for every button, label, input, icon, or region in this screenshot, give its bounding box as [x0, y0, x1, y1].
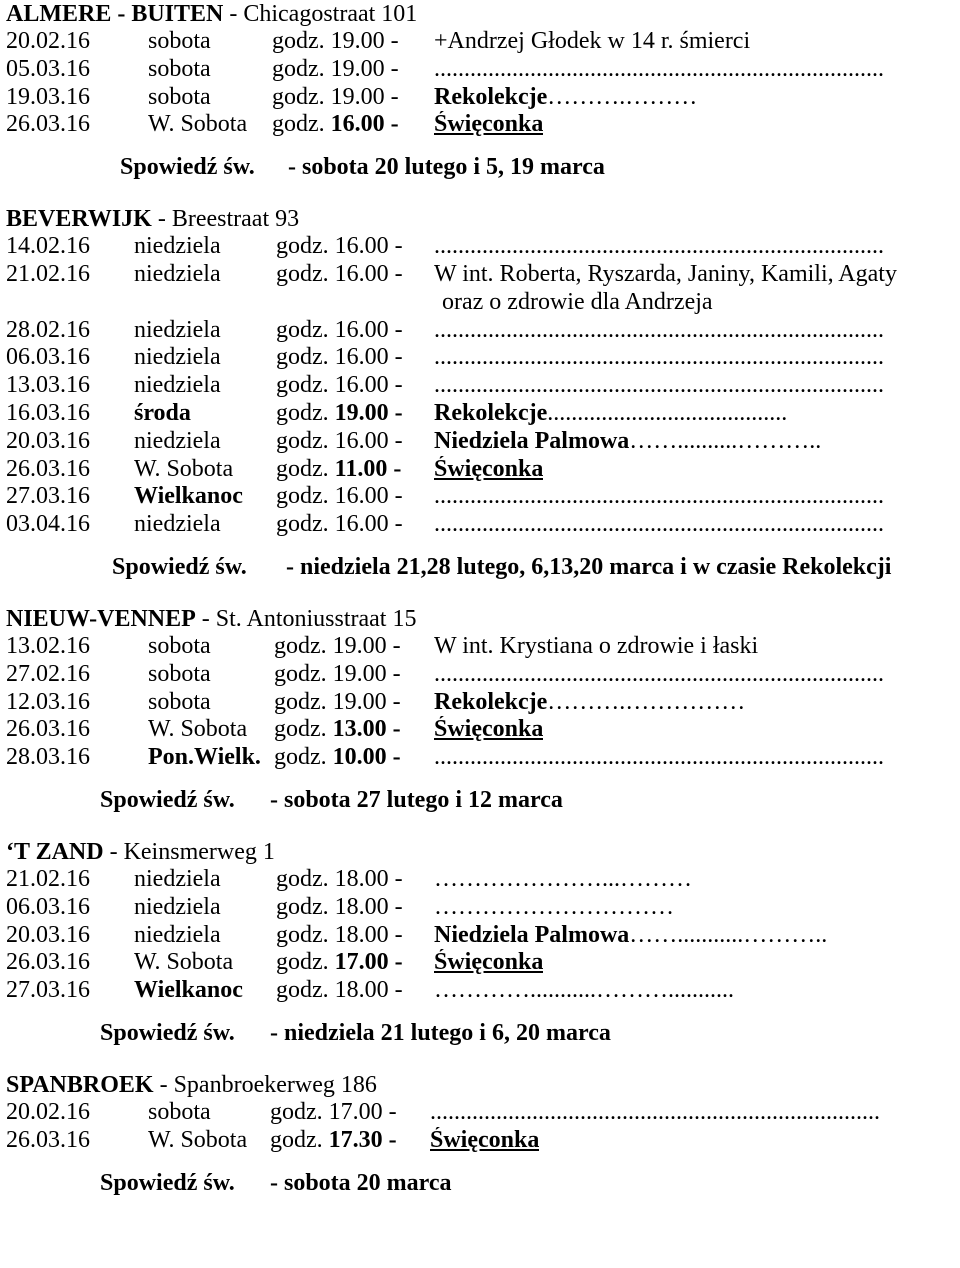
intention-title: Niedziela Palmowa: [434, 427, 630, 454]
row-day: W. Sobota: [148, 716, 248, 743]
row-day: niedziela: [134, 372, 221, 399]
place-name: ALMERE - BUITEN: [6, 1, 224, 27]
row-day: niedziela: [134, 921, 221, 948]
row-time: [276, 894, 403, 922]
time-prefix: godz.: [276, 483, 335, 510]
spacer: [6, 772, 956, 786]
row-time: [274, 633, 401, 661]
intention-title: Święconka: [434, 455, 544, 482]
confession-line: [6, 153, 956, 181]
schedule-row: [6, 511, 956, 539]
parish-section: [6, 1071, 956, 1197]
row-date: 20.02.16: [6, 1098, 90, 1125]
row-time: [270, 1127, 397, 1155]
time-prefix: godz.: [276, 511, 335, 538]
time-value: 19.00 -: [330, 55, 399, 82]
time-value: 11.00 -: [334, 455, 402, 482]
parish-section: [6, 838, 956, 1071]
intention-text: W int. Krystiana o zdrowie i łaski: [434, 632, 759, 659]
intention-text: W int. Roberta, Ryszarda, Janiny, Kamili, Agaty: [434, 260, 897, 287]
time-value: 16.00 -: [334, 427, 403, 454]
section-header: [6, 0, 956, 28]
row-day: sobota: [148, 688, 211, 715]
confession-label: Spowiedź św.: [120, 154, 255, 181]
row-date: 28.02.16: [6, 316, 90, 343]
intention-title: Rekolekcje: [434, 83, 548, 110]
schedule-row: [6, 233, 956, 261]
row-day: W. Sobota: [148, 1126, 248, 1153]
row-date: 27.03.16: [6, 977, 90, 1004]
row-date: 26.03.16: [6, 455, 90, 482]
spacer: [6, 1005, 956, 1019]
time-value: 19.00 -: [332, 632, 401, 659]
row-intention: [434, 372, 884, 400]
schedule-row: [6, 744, 956, 772]
row-date: 13.02.16: [6, 632, 90, 659]
row-date: 27.03.16: [6, 483, 90, 510]
place-name: SPANBROEK: [6, 1071, 154, 1098]
confession-label: Spowiedź św.: [100, 1019, 235, 1046]
confession-label: Spowiedź św.: [112, 553, 247, 580]
row-intention: [434, 922, 827, 950]
spacer: [6, 539, 956, 553]
time-prefix: godz.: [270, 1126, 329, 1153]
row-intention: [434, 400, 787, 428]
row-time: [274, 716, 401, 744]
row-date: 20.03.16: [6, 921, 90, 948]
time-value: 16.00 -: [330, 111, 399, 138]
row-day: niedziela: [134, 865, 221, 892]
time-value: 19.00 -: [330, 83, 399, 110]
time-prefix: godz.: [276, 921, 335, 948]
time-prefix: godz.: [276, 949, 335, 976]
intention-dots: ……….………: [547, 83, 698, 110]
time-value: 16.00 -: [334, 233, 403, 260]
place-address: - Spanbroekerweg 186: [153, 1071, 377, 1098]
row-day: niedziela: [134, 893, 221, 920]
schedule-row: [6, 1127, 956, 1155]
intention-dots: ........................................: [547, 399, 788, 426]
intention-text: ...........................................................................: [434, 744, 884, 771]
row-date: 06.03.16: [6, 893, 90, 920]
confession-label: Spowiedź św.: [100, 1169, 235, 1196]
time-value: 19.00 -: [332, 688, 401, 715]
row-date: 28.03.16: [6, 744, 90, 771]
schedule-row: [6, 56, 956, 84]
row-date: 05.03.16: [6, 55, 90, 82]
place-name: NIEUW-VENNEP: [6, 605, 196, 632]
spacer: [6, 581, 956, 605]
row-day: W. Sobota: [134, 455, 234, 482]
schedule-document: [6, 0, 956, 1197]
schedule-row: [6, 317, 956, 345]
time-prefix: godz.: [276, 427, 335, 454]
row-time: [276, 317, 403, 345]
intention-dots: ……..........………..: [629, 427, 822, 454]
time-prefix: godz.: [274, 660, 333, 687]
time-value: 16.00 -: [334, 372, 403, 399]
time-prefix: godz.: [276, 316, 335, 343]
confession-line: [6, 1169, 956, 1197]
section-header: [6, 605, 956, 633]
time-value: 16.00 -: [334, 511, 403, 538]
schedule-row: [6, 866, 956, 894]
schedule-row: [6, 456, 956, 484]
schedule-row: [6, 949, 956, 977]
intention-text: ...........................................................................: [434, 660, 884, 687]
schedule-row: [6, 28, 956, 56]
place-address: - Breestraat 93: [151, 206, 300, 233]
schedule-row: [6, 1099, 956, 1127]
time-prefix: godz.: [274, 688, 333, 715]
row-time: [276, 511, 403, 539]
time-prefix: godz.: [272, 28, 331, 54]
intention-text: ...........................................................................: [430, 1098, 880, 1125]
schedule-row: [6, 922, 956, 950]
time-value: 19.00 -: [330, 28, 399, 54]
intention-text: …………...........………...........: [434, 977, 734, 1004]
row-time: [276, 483, 403, 511]
time-prefix: godz.: [272, 83, 331, 110]
row-day: Wielkanoc: [134, 977, 243, 1004]
time-value: 13.00 -: [332, 716, 401, 743]
schedule-row: [6, 261, 956, 289]
time-value: 17.00 -: [328, 1098, 397, 1125]
time-prefix: godz.: [276, 260, 335, 287]
row-day: Pon.Wielk.: [148, 744, 261, 771]
row-intention: [434, 56, 884, 84]
schedule-row: [6, 344, 956, 372]
row-day: sobota: [148, 83, 211, 110]
intention-dots: ……….……………: [547, 688, 746, 715]
row-time: [276, 344, 403, 372]
row-day: niedziela: [134, 260, 221, 287]
intention-title: Rekolekcje: [434, 688, 548, 715]
row-date: 19.03.16: [6, 83, 90, 110]
intention-text: …………………………: [434, 893, 674, 920]
row-day: środa: [134, 399, 191, 426]
time-value: 18.00 -: [334, 893, 403, 920]
intention-title: Święconka: [430, 1126, 540, 1153]
intention-text: ...........................................................................: [434, 55, 884, 82]
intention-title: Niedziela Palmowa: [434, 921, 630, 948]
row-intention: [434, 689, 745, 717]
row-day: W. Sobota: [134, 949, 234, 976]
row-intention: [434, 977, 734, 1005]
row-intention: [434, 661, 884, 689]
time-prefix: godz.: [276, 893, 335, 920]
parish-section: [6, 205, 956, 605]
time-prefix: godz.: [276, 372, 335, 399]
row-day: niedziela: [134, 427, 221, 454]
place-name: ‘T ZAND: [6, 838, 104, 865]
time-value: 17.30 -: [328, 1126, 397, 1153]
intention-title: Święconka: [434, 111, 544, 138]
schedule-row: [6, 84, 956, 112]
intention-title: Święconka: [434, 716, 544, 743]
time-value: 16.00 -: [334, 483, 403, 510]
spacer: [6, 1155, 956, 1169]
confession-dates: - niedziela 21 lutego i 6, 20 marca: [270, 1019, 611, 1046]
intention-text: ...........................................................................: [434, 344, 884, 371]
schedule-row: [6, 483, 956, 511]
row-time: [272, 111, 399, 139]
time-value: 16.00 -: [334, 260, 403, 287]
time-value: 19.00 -: [332, 660, 401, 687]
time-prefix: godz.: [276, 865, 335, 892]
row-time: [274, 744, 401, 772]
row-date: 16.03.16: [6, 399, 90, 426]
row-time: [276, 400, 403, 428]
schedule-row: [6, 661, 956, 689]
time-prefix: godz.: [274, 632, 333, 659]
spacer: [6, 814, 956, 838]
time-value: 16.00 -: [334, 344, 403, 371]
row-time: [274, 689, 401, 717]
schedule-row: [6, 400, 956, 428]
row-intention: [434, 744, 884, 772]
parish-section: [6, 0, 956, 205]
row-time: [276, 922, 403, 950]
time-prefix: godz.: [272, 55, 331, 82]
row-time: [272, 56, 399, 84]
row-intention: [434, 111, 543, 139]
row-intention: [434, 456, 543, 484]
schedule-row: [6, 372, 956, 400]
row-time: [272, 28, 399, 56]
time-prefix: godz.: [276, 455, 335, 482]
row-day: sobota: [148, 660, 211, 687]
time-prefix: godz.: [272, 111, 331, 138]
row-day: sobota: [148, 55, 211, 82]
section-header: [6, 1071, 956, 1099]
row-day: niedziela: [134, 511, 221, 538]
row-date: 27.02.16: [6, 660, 90, 687]
time-value: 18.00 -: [334, 921, 403, 948]
row-day: sobota: [148, 632, 211, 659]
row-time: [272, 84, 399, 112]
row-time: [276, 428, 403, 456]
row-intention: [434, 894, 674, 922]
time-prefix: godz.: [274, 716, 333, 743]
place-address: - Keinsmerweg 1: [103, 838, 275, 865]
row-intention: [434, 483, 884, 511]
schedule-row: [6, 428, 956, 456]
row-day: sobota: [148, 1098, 211, 1125]
row-intention: [434, 716, 543, 744]
time-value: 10.00 -: [332, 744, 401, 771]
row-day: niedziela: [134, 316, 221, 343]
section-header: [6, 838, 956, 866]
row-time: [276, 456, 401, 484]
row-intention: [434, 511, 884, 539]
time-prefix: godz.: [276, 233, 335, 260]
confession-line: [6, 553, 956, 581]
row-intention: [434, 233, 884, 261]
place-name: BEVERWIJK: [6, 206, 152, 233]
confession-dates: - sobota 27 lutego i 12 marca: [270, 786, 563, 813]
confession-dates: - niedziela 21,28 lutego, 6,13,20 marca i w czasie Rekolekcji: [286, 553, 892, 580]
row-intention: [434, 84, 697, 112]
spacer: [6, 139, 956, 153]
intention-text: ...........................................................................: [434, 511, 884, 538]
confession-label: Spowiedź św.: [100, 786, 235, 813]
spacer: [6, 1047, 956, 1071]
parish-section: [6, 605, 956, 838]
row-date: 26.03.16: [6, 1126, 90, 1153]
row-intention: [434, 428, 821, 456]
intention-text: ...........................................................................: [434, 233, 884, 260]
continuation-text: oraz o zdrowie dla Andrzeja: [442, 288, 713, 315]
time-prefix: godz.: [276, 977, 335, 1004]
confession-line: [6, 786, 956, 814]
intention-text: ...........................................................................: [434, 483, 884, 510]
row-intention: [434, 317, 884, 345]
row-day: W. Sobota: [148, 111, 248, 138]
row-date: 12.03.16: [6, 688, 90, 715]
place-address: - St. Antoniusstraat 15: [195, 605, 417, 632]
row-date: 20.03.16: [6, 427, 90, 454]
place-address: - Chicagostraat 101: [223, 1, 418, 27]
time-value: 19.00 -: [334, 399, 403, 426]
schedule-row: [6, 111, 956, 139]
row-day: niedziela: [134, 233, 221, 260]
intention-dots: ……...........………..: [629, 921, 828, 948]
row-time: [276, 977, 403, 1005]
row-intention: [434, 949, 543, 977]
schedule-row: [6, 894, 956, 922]
schedule-row: [6, 633, 956, 661]
row-date: 26.03.16: [6, 111, 90, 138]
row-time: [276, 233, 403, 261]
intention-text: +Andrzej Głodek w 14 r. śmierci: [434, 28, 751, 54]
row-time: [276, 261, 403, 289]
intention-continuation: [6, 289, 956, 317]
row-day: niedziela: [134, 344, 221, 371]
row-date: 26.03.16: [6, 949, 90, 976]
row-time: [276, 949, 403, 977]
row-date: 13.03.16: [6, 372, 90, 399]
time-value: 18.00 -: [334, 865, 403, 892]
row-date: 21.02.16: [6, 865, 90, 892]
time-prefix: godz.: [274, 744, 333, 771]
row-date: 20.02.16: [6, 28, 90, 54]
row-intention: [434, 633, 758, 661]
confession-dates: - sobota 20 marca: [270, 1169, 452, 1196]
row-date: 26.03.16: [6, 716, 90, 743]
confession-line: [6, 1019, 956, 1047]
row-time: [276, 866, 403, 894]
row-day: Wielkanoc: [134, 483, 243, 510]
time-prefix: godz.: [270, 1098, 329, 1125]
row-date: 14.02.16: [6, 233, 90, 260]
spacer: [6, 181, 956, 205]
time-value: 16.00 -: [334, 316, 403, 343]
section-header: [6, 205, 956, 233]
row-time: [270, 1099, 397, 1127]
intention-text: …………………...………: [434, 865, 692, 892]
row-intention: [434, 866, 692, 894]
row-intention: [434, 261, 897, 289]
time-prefix: godz.: [276, 344, 335, 371]
row-time: [276, 372, 403, 400]
time-value: 18.00 -: [334, 977, 403, 1004]
intention-text: ...........................................................................: [434, 372, 884, 399]
row-time: [274, 661, 401, 689]
row-intention: [430, 1099, 880, 1127]
time-prefix: godz.: [276, 399, 335, 426]
row-intention: [430, 1127, 539, 1155]
intention-title: Rekolekcje: [434, 399, 548, 426]
time-value: 17.00 -: [334, 949, 403, 976]
confession-dates: - sobota 20 lutego i 5, 19 marca: [288, 154, 605, 181]
intention-text: ...........................................................................: [434, 316, 884, 343]
row-date: 06.03.16: [6, 344, 90, 371]
row-day: sobota: [148, 28, 211, 54]
row-intention: [434, 344, 884, 372]
row-date: 03.04.16: [6, 511, 90, 538]
row-date: 21.02.16: [6, 260, 90, 287]
schedule-row: [6, 977, 956, 1005]
row-intention: [434, 28, 750, 56]
schedule-row: [6, 716, 956, 744]
schedule-row: [6, 689, 956, 717]
intention-title: Święconka: [434, 949, 544, 976]
